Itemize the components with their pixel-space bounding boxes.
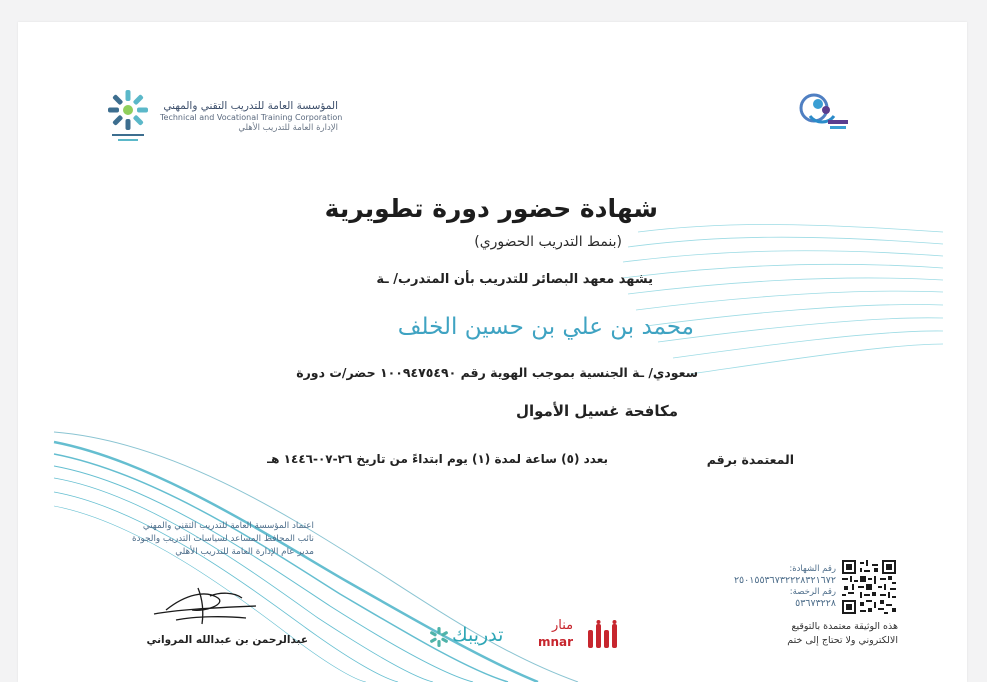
signature-title-line-3: مدير عام الإدارة العامة للتدريب الأهلي bbox=[175, 547, 314, 557]
signature-title-line-1: اعتماد المؤسسة العامة للتدريب التقني والمهني bbox=[142, 521, 314, 531]
mnar-label-ar: منار bbox=[552, 618, 574, 633]
course-name: مكافحة غسيل الأموال bbox=[516, 402, 678, 420]
tadreebk-logo bbox=[424, 618, 520, 654]
nationality-id-line: سعودي/ ـة الجنسية بموجب الهوية رقم ١٠٠٩٤٧٥٤٩٠ حضر/ت دورة bbox=[296, 365, 698, 380]
org-name-en: Technical and Vocational Training Corporation bbox=[160, 113, 343, 122]
signer-name: عبدالرحمن بن عبدالله المرواني bbox=[146, 634, 308, 646]
verification-info bbox=[718, 564, 836, 610]
certificate-subtitle: (بنمط التدريب الحضوري) bbox=[474, 234, 622, 250]
cert-number-label: رقم الشهادة: bbox=[789, 564, 836, 574]
note-line-2: الالكتروني ولا تحتاج إلى ختم bbox=[787, 635, 898, 646]
electronic-signature-note bbox=[708, 620, 898, 648]
certificate-page bbox=[18, 22, 967, 682]
tvtc-logo bbox=[104, 86, 344, 150]
mnar-label-en: mnar bbox=[538, 635, 574, 649]
qr-code bbox=[842, 560, 896, 614]
partner-logos bbox=[424, 618, 624, 658]
approved-number-label: المعتمدة برقم bbox=[706, 452, 794, 467]
course-duration-line: بعدد (٥) ساعة لمدة (١) يوم ابتداءً من تاريخ ٢٦-٠٧-١٤٤٦ هـ bbox=[267, 452, 608, 466]
signature-title-line-2: نائب المحافظ المساعد لسياسات التدريب والجودة bbox=[132, 534, 314, 544]
basaer-institute-logo bbox=[794, 90, 854, 138]
handwritten-signature bbox=[146, 580, 266, 630]
certificate-title: شهادة حضور دورة تطويرية bbox=[324, 194, 658, 223]
witness-statement: يشهد معهد البصائر للتدريب بأن المتدرب/ ـة bbox=[376, 272, 653, 287]
trainee-name: محمد بن علي بن حسين الخلف bbox=[397, 314, 694, 340]
license-number-value: ٥٣٦٧٣٢٢٨ bbox=[795, 598, 836, 609]
tadreebk-star-icon bbox=[428, 626, 450, 648]
cert-number-value: ٢٥٠١٥٥٣٦٧٣٢٢٢٨٣٢١٦٧٢ bbox=[733, 575, 836, 586]
org-dept-ar: الإدارة العامة للتدريب الأهلي bbox=[238, 123, 338, 133]
signature-titles bbox=[88, 520, 314, 559]
tvtc-logo-text bbox=[160, 100, 343, 133]
org-name-ar: المؤسسة العامة للتدريب التقني والمهني bbox=[163, 100, 338, 112]
note-line-1: هذه الوثيقة معتمدة بالتوقيع bbox=[791, 621, 898, 632]
license-number-label: رقم الرخصة: bbox=[789, 587, 836, 597]
mnar-logo bbox=[534, 618, 624, 658]
mnar-emblem-icon bbox=[586, 620, 622, 650]
tadreebk-label: تدريبك bbox=[452, 624, 504, 646]
tvtc-emblem-icon bbox=[104, 86, 156, 146]
